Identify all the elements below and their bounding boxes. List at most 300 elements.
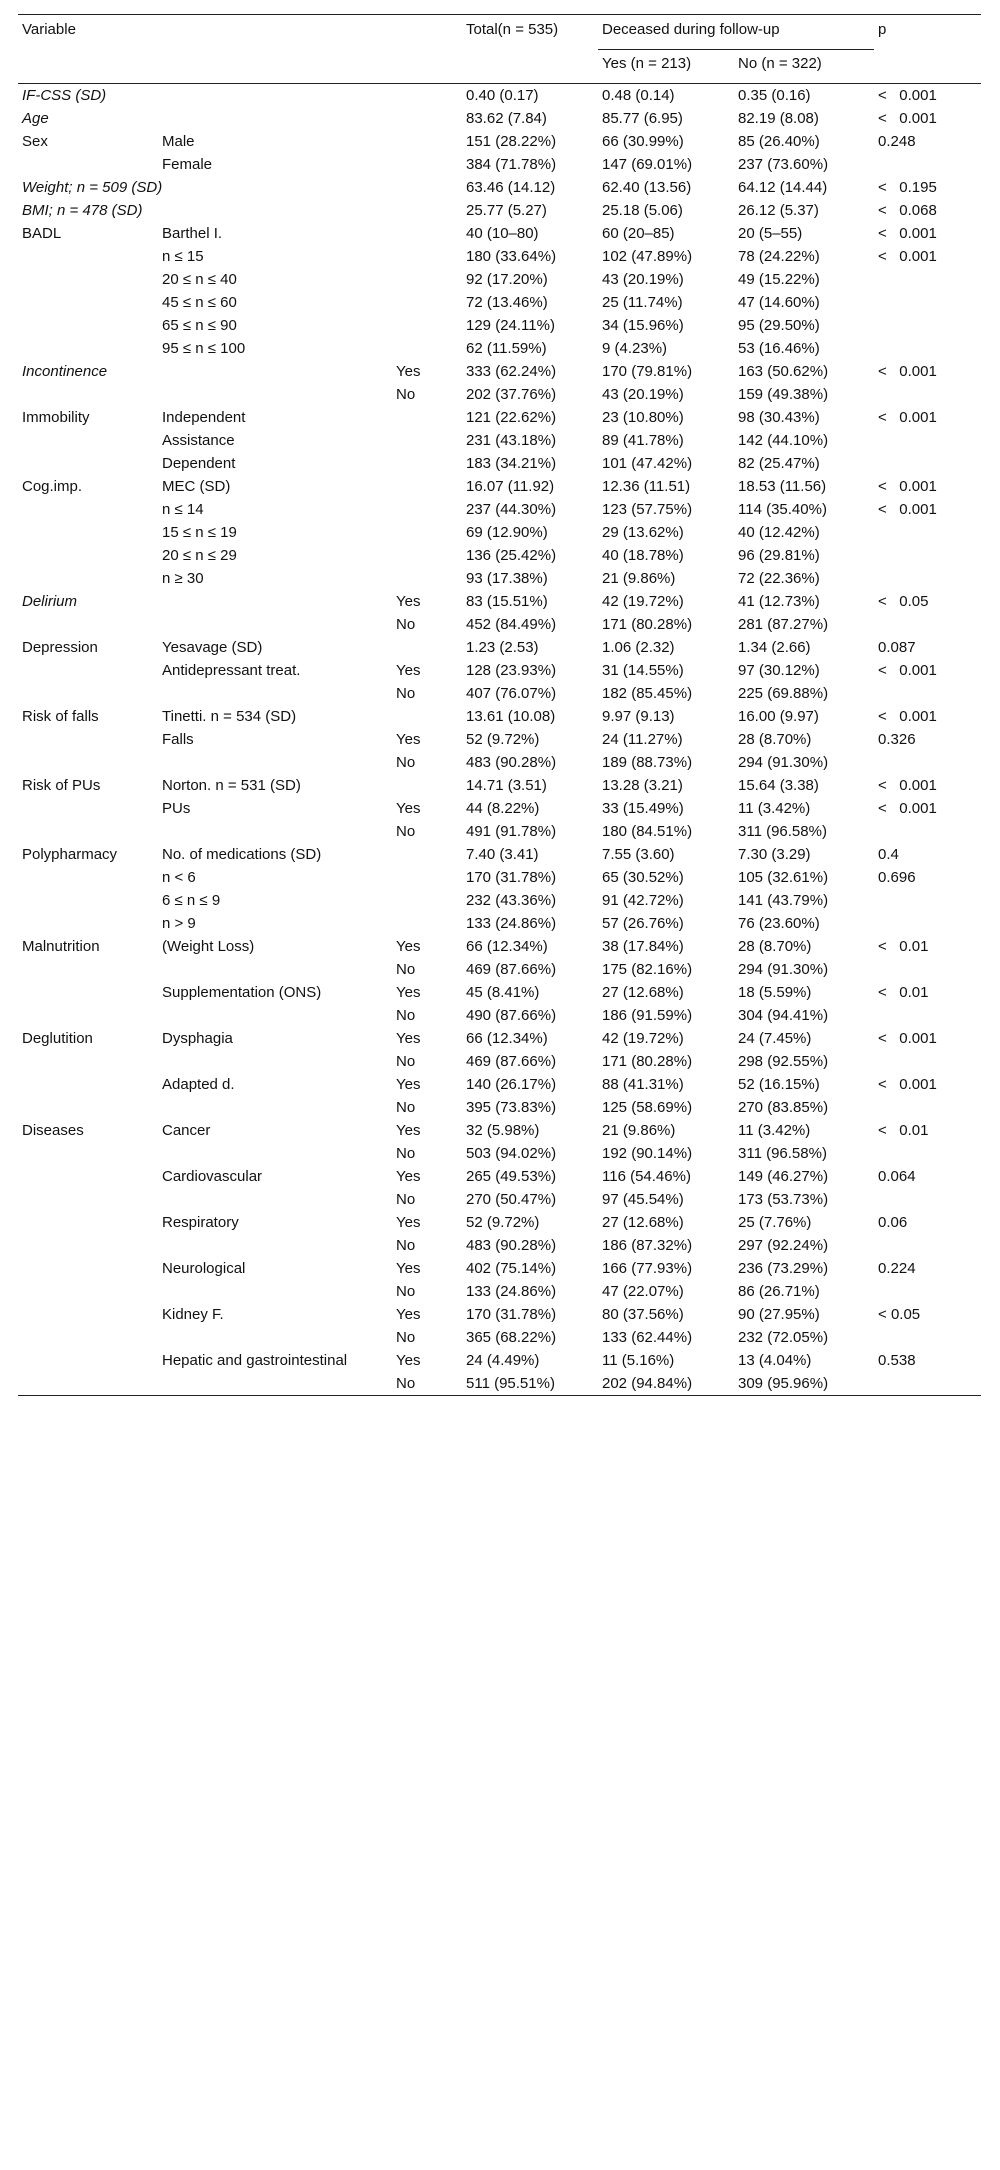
cell-level — [392, 705, 462, 728]
cell-variable — [18, 1211, 158, 1234]
cell-level — [392, 268, 462, 291]
cell-level — [392, 498, 462, 521]
cell-subvariable — [158, 360, 392, 383]
cell-p-value — [874, 429, 981, 452]
cell-total: 452 (84.49%) — [466, 616, 557, 633]
cell-deceased-no: 236 (73.29%) — [738, 1260, 829, 1277]
cell-deceased-no: 270 (83.85%) — [738, 1099, 829, 1116]
table-row — [18, 1280, 981, 1303]
cell-variable: Polypharmacy — [22, 846, 118, 863]
cell-deceased-no: 97 (30.12%) — [738, 662, 820, 679]
cell-subvariable — [158, 1372, 392, 1395]
cell-deceased-yes: 89 (41.78%) — [602, 432, 684, 449]
table-header — [18, 15, 981, 84]
cell-deceased-no: 142 (44.10%) — [738, 432, 829, 449]
cell-subvariable: 65 ≤ n ≤ 90 — [162, 317, 237, 334]
cell-deceased-no: 163 (50.62%) — [738, 363, 829, 380]
cell-p-value — [874, 544, 981, 567]
cell-deceased-no: 105 (32.61%) — [738, 869, 829, 886]
cell-level: Yes — [396, 1030, 421, 1047]
cell-total: 469 (87.66%) — [466, 961, 557, 978]
table-row — [18, 866, 981, 889]
cell-deceased-yes: 186 (91.59%) — [602, 1007, 693, 1024]
cell-deceased-no: 309 (95.96%) — [738, 1375, 829, 1392]
cell-subvariable — [158, 958, 392, 981]
cell-subvariable: 15 ≤ n ≤ 19 — [162, 524, 237, 541]
cell-total: 402 (75.14%) — [466, 1260, 557, 1277]
cell-variable — [18, 1372, 158, 1395]
cell-total: 483 (90.28%) — [466, 1237, 557, 1254]
cell-deceased-yes: 175 (82.16%) — [602, 961, 693, 978]
cell-p-value: < 0.05 — [878, 593, 929, 610]
cell-level — [392, 912, 462, 935]
cell-level — [392, 567, 462, 590]
cell-variable: BADL — [22, 225, 62, 242]
cell-p-value — [874, 613, 981, 636]
cell-level: Yes — [396, 1122, 421, 1139]
cell-level — [392, 475, 462, 498]
cell-p-value: < 0.001 — [878, 87, 937, 104]
cell-deceased-yes: 80 (37.56%) — [602, 1306, 684, 1323]
cell-deceased-no: 294 (91.30%) — [738, 961, 829, 978]
cell-total: 45 (8.41%) — [466, 984, 540, 1001]
cell-total: 69 (12.90%) — [466, 524, 548, 541]
cell-deceased-yes: 43 (20.19%) — [602, 271, 684, 288]
cell-subvariable: n < 6 — [162, 869, 196, 886]
cell-deceased-no: 52 (16.15%) — [738, 1076, 820, 1093]
cell-level — [392, 843, 462, 866]
cell-p-value: 0.326 — [878, 731, 916, 748]
cell-variable — [18, 1165, 158, 1188]
cell-deceased-no: 98 (30.43%) — [738, 409, 820, 426]
cell-total: 128 (23.93%) — [466, 662, 557, 679]
cell-total: 231 (43.18%) — [466, 432, 557, 449]
cell-variable — [18, 153, 158, 176]
cell-level — [392, 337, 462, 360]
cell-p-value: < 0.195 — [878, 179, 937, 196]
table-row — [18, 360, 981, 383]
cell-deceased-yes: 189 (88.73%) — [602, 754, 693, 771]
cell-variable: Age — [22, 110, 49, 127]
cell-subvariable: Cardiovascular — [162, 1168, 263, 1185]
table-row — [18, 659, 981, 682]
cell-subvariable: Tinetti. n = 534 (SD) — [162, 708, 297, 725]
cell-deceased-no: 25 (7.76%) — [738, 1214, 812, 1231]
cell-p-value: < 0.001 — [878, 248, 937, 265]
cell-total: 265 (49.53%) — [466, 1168, 557, 1185]
cell-variable — [18, 245, 158, 268]
cell-total: 121 (22.62%) — [466, 409, 557, 426]
cell-deceased-no: 41 (12.73%) — [738, 593, 820, 610]
header-variable: Variable — [22, 21, 76, 38]
cell-total: 140 (26.17%) — [466, 1076, 557, 1093]
table-row — [18, 199, 981, 222]
cell-subvariable: 20 ≤ n ≤ 29 — [162, 547, 237, 564]
table-row — [18, 774, 981, 797]
cell-deceased-no: 20 (5–55) — [738, 225, 803, 242]
cell-deceased-no: 294 (91.30%) — [738, 754, 829, 771]
cell-subvariable: Adapted d. — [162, 1076, 235, 1093]
table-row — [18, 222, 981, 245]
table-row — [18, 314, 981, 337]
cell-deceased-no: 159 (49.38%) — [738, 386, 829, 403]
cell-deceased-yes: 13.28 (3.21) — [602, 777, 683, 794]
cell-total: 66 (12.34%) — [466, 938, 548, 955]
cell-p-value — [874, 1096, 981, 1119]
cell-total: 133 (24.86%) — [466, 1283, 557, 1300]
cell-deceased-no: 18 (5.59%) — [738, 984, 812, 1001]
cell-subvariable: Respiratory — [162, 1214, 239, 1231]
cell-p-value — [874, 314, 981, 337]
cell-level: No — [396, 1375, 416, 1392]
cell-level: Yes — [396, 800, 421, 817]
cell-p-value — [874, 682, 981, 705]
table-row — [18, 1142, 981, 1165]
cell-p-value: < 0.001 — [878, 409, 937, 426]
cell-deceased-no: 53 (16.46%) — [738, 340, 820, 357]
cell-p-value: < 0.001 — [878, 363, 937, 380]
cell-deceased-yes: 147 (69.01%) — [602, 156, 693, 173]
cell-subvariable — [158, 820, 392, 843]
cell-p-value: 0.064 — [878, 1168, 916, 1185]
cell-level — [392, 866, 462, 889]
table-row — [18, 1188, 981, 1211]
cell-level: Yes — [396, 593, 421, 610]
cell-total: 133 (24.86%) — [466, 915, 557, 932]
cell-subvariable: Independent — [162, 409, 246, 426]
cell-deceased-no: 95 (29.50%) — [738, 317, 820, 334]
cell-variable: Risk of PUs — [22, 777, 101, 794]
table-row — [18, 1257, 981, 1280]
cell-total: 270 (50.47%) — [466, 1191, 557, 1208]
cell-subvariable: Norton. n = 531 (SD) — [162, 777, 301, 794]
cell-variable — [18, 1234, 158, 1257]
cell-total: 63.46 (14.12) — [466, 179, 556, 196]
cell-p-value: 0.087 — [878, 639, 916, 656]
cell-level: Yes — [396, 1352, 421, 1369]
cell-level — [392, 889, 462, 912]
cell-total: 13.61 (10.08) — [466, 708, 556, 725]
cell-deceased-yes: 40 (18.78%) — [602, 547, 684, 564]
cell-variable — [18, 889, 158, 912]
cell-total: 407 (76.07%) — [466, 685, 557, 702]
cell-p-value: < 0.001 — [878, 777, 937, 794]
table-row — [18, 107, 981, 130]
cell-variable: Cog.imp. — [22, 478, 83, 495]
results-table — [18, 14, 981, 1396]
cell-variable — [18, 314, 158, 337]
cell-subvariable: 20 ≤ n ≤ 40 — [162, 271, 237, 288]
cell-deceased-no: 78 (24.22%) — [738, 248, 820, 265]
cell-p-value: 0.06 — [878, 1214, 908, 1231]
cell-level: No — [396, 1007, 416, 1024]
cell-deceased-no: 149 (46.27%) — [738, 1168, 829, 1185]
cell-total: 32 (5.98%) — [466, 1122, 540, 1139]
cell-deceased-no: 47 (14.60%) — [738, 294, 820, 311]
cell-variable — [18, 1004, 158, 1027]
cell-p-value — [874, 1372, 981, 1395]
cell-p-value: 0.696 — [878, 869, 916, 886]
cell-variable — [18, 268, 158, 291]
cell-subvariable — [158, 1096, 392, 1119]
cell-p-value: < 0.01 — [878, 984, 929, 1001]
cell-subvariable — [158, 383, 392, 406]
cell-p-value — [874, 1142, 981, 1165]
table-row — [18, 820, 981, 843]
cell-total: 365 (68.22%) — [466, 1329, 557, 1346]
cell-variable — [18, 613, 158, 636]
cell-variable — [18, 1050, 158, 1073]
cell-deceased-yes: 192 (90.14%) — [602, 1145, 693, 1162]
cell-variable — [18, 1188, 158, 1211]
cell-level: Yes — [396, 1168, 421, 1185]
cell-deceased-no: 1.34 (2.66) — [738, 639, 811, 656]
cell-variable — [18, 958, 158, 981]
cell-p-value — [874, 452, 981, 475]
cell-total: 237 (44.30%) — [466, 501, 557, 518]
cell-p-value: < 0.001 — [878, 708, 937, 725]
cell-deceased-yes: 182 (85.45%) — [602, 685, 693, 702]
cell-deceased-no: 96 (29.81%) — [738, 547, 820, 564]
cell-level — [392, 452, 462, 475]
cell-subvariable — [158, 1050, 392, 1073]
cell-deceased-no: 297 (92.24%) — [738, 1237, 829, 1254]
cell-level: Yes — [396, 731, 421, 748]
cell-level: No — [396, 1145, 416, 1162]
table-row — [18, 84, 981, 108]
cell-subvariable: Male — [162, 133, 195, 150]
cell-p-value: < 0.001 — [878, 110, 937, 127]
cell-p-value — [874, 1050, 981, 1073]
cell-subvariable: No. of medications (SD) — [162, 846, 322, 863]
cell-subvariable: Female — [162, 156, 213, 173]
cell-variable — [18, 1326, 158, 1349]
table-row — [18, 291, 981, 314]
cell-deceased-no: 40 (12.42%) — [738, 524, 820, 541]
cell-variable: Incontinence — [22, 363, 108, 380]
table-row — [18, 1165, 981, 1188]
cell-level — [392, 84, 462, 108]
cell-subvariable — [158, 682, 392, 705]
cell-deceased-yes: 9.97 (9.13) — [602, 708, 675, 725]
cell-deceased-no: 26.12 (5.37) — [738, 202, 819, 219]
cell-total: 384 (71.78%) — [466, 156, 557, 173]
cell-deceased-no: 72 (22.36%) — [738, 570, 820, 587]
cell-deceased-yes: 12.36 (11.51) — [602, 478, 691, 495]
table-row — [18, 245, 981, 268]
cell-level: Yes — [396, 662, 421, 679]
cell-total: 25.77 (5.27) — [466, 202, 547, 219]
cell-variable — [18, 820, 158, 843]
cell-p-value: < 0.01 — [878, 1122, 929, 1139]
cell-total: 83 (15.51%) — [466, 593, 548, 610]
table-row — [18, 1234, 981, 1257]
cell-variable — [18, 1303, 158, 1326]
cell-deceased-no: 90 (27.95%) — [738, 1306, 820, 1323]
cell-variable — [18, 337, 158, 360]
header-yes: Yes (n = 213) — [598, 50, 734, 84]
table-row — [18, 1004, 981, 1027]
cell-deceased-yes: 91 (42.72%) — [602, 892, 684, 909]
cell-deceased-yes: 11 (5.16%) — [602, 1352, 675, 1369]
cell-subvariable: Kidney F. — [162, 1306, 224, 1323]
cell-variable — [18, 866, 158, 889]
table-row — [18, 1326, 981, 1349]
cell-deceased-yes: 34 (15.96%) — [602, 317, 684, 334]
cell-total: 83.62 (7.84) — [466, 110, 547, 127]
cell-subvariable: MEC (SD) — [162, 478, 231, 495]
table-row — [18, 912, 981, 935]
cell-level: No — [396, 823, 416, 840]
cell-deceased-yes: 65 (30.52%) — [602, 869, 684, 886]
cell-total: 44 (8.22%) — [466, 800, 540, 817]
cell-p-value — [874, 1004, 981, 1027]
cell-deceased-no: 64.12 (14.44) — [738, 179, 828, 196]
cell-total: 491 (91.78%) — [466, 823, 557, 840]
cell-total: 16.07 (11.92) — [466, 478, 555, 495]
cell-level: Yes — [396, 1214, 421, 1231]
cell-total: 129 (24.11%) — [466, 317, 555, 334]
cell-level: Yes — [396, 984, 421, 1001]
table — [18, 15, 981, 1395]
cell-p-value — [874, 291, 981, 314]
cell-deceased-yes: 29 (13.62%) — [602, 524, 684, 541]
cell-subvariable — [158, 107, 392, 130]
cell-subvariable: Supplementation (ONS) — [162, 984, 322, 1001]
cell-deceased-yes: 66 (30.99%) — [602, 133, 684, 150]
cell-variable: Risk of falls — [22, 708, 99, 725]
table-row — [18, 889, 981, 912]
cell-deceased-no: 13 (4.04%) — [738, 1352, 812, 1369]
cell-level — [392, 222, 462, 245]
cell-total: 52 (9.72%) — [466, 1214, 540, 1231]
cell-deceased-yes: 1.06 (2.32) — [602, 639, 675, 656]
cell-subvariable — [158, 1234, 392, 1257]
cell-p-value: < 0.001 — [878, 225, 937, 242]
cell-deceased-yes: 202 (94.84%) — [602, 1375, 693, 1392]
cell-total: 136 (25.42%) — [466, 547, 557, 564]
cell-deceased-no: 15.64 (3.38) — [738, 777, 819, 794]
cell-variable — [18, 1096, 158, 1119]
cell-subvariable: Barthel I. — [162, 225, 223, 242]
cell-p-value: < 0.001 — [878, 478, 937, 495]
cell-level: Yes — [396, 1306, 421, 1323]
cell-deceased-yes: 123 (57.75%) — [602, 501, 693, 518]
table-row — [18, 935, 981, 958]
cell-subvariable — [158, 1280, 392, 1303]
cell-variable — [18, 1349, 158, 1372]
cell-total: 62 (11.59%) — [466, 340, 547, 357]
table-row — [18, 636, 981, 659]
cell-variable — [18, 1280, 158, 1303]
cell-deceased-yes: 9 (4.23%) — [602, 340, 668, 357]
cell-p-value: < 0.001 — [878, 662, 937, 679]
header-deceased: Deceased during follow-up — [598, 15, 874, 50]
table-row — [18, 1050, 981, 1073]
cell-variable: Deglutition — [22, 1030, 93, 1047]
cell-subvariable — [158, 1142, 392, 1165]
cell-p-value — [874, 751, 981, 774]
cell-level — [392, 314, 462, 337]
cell-deceased-yes: 180 (84.51%) — [602, 823, 693, 840]
cell-subvariable: Assistance — [162, 432, 235, 449]
cell-deceased-yes: 97 (45.54%) — [602, 1191, 684, 1208]
cell-subvariable: n ≤ 14 — [162, 501, 204, 518]
cell-deceased-yes: 21 (9.86%) — [602, 570, 676, 587]
cell-level: No — [396, 1237, 416, 1254]
cell-level: No — [396, 1099, 416, 1116]
cell-p-value — [874, 153, 981, 176]
table-row — [18, 1096, 981, 1119]
cell-deceased-yes: 27 (12.68%) — [602, 984, 684, 1001]
cell-subvariable: Antidepressant treat. — [162, 662, 301, 679]
cell-variable — [18, 1142, 158, 1165]
cell-variable — [18, 429, 158, 452]
cell-deceased-yes: 116 (54.46%) — [602, 1168, 691, 1185]
cell-deceased-yes: 166 (77.93%) — [602, 1260, 693, 1277]
cell-subvariable: 95 ≤ n ≤ 100 — [162, 340, 246, 357]
cell-deceased-yes: 7.55 (3.60) — [602, 846, 675, 863]
cell-subvariable: Cancer — [162, 1122, 211, 1139]
table-row — [18, 1211, 981, 1234]
cell-level — [392, 544, 462, 567]
cell-subvariable: (Weight Loss) — [162, 938, 255, 955]
cell-total: 395 (73.83%) — [466, 1099, 557, 1116]
cell-variable — [18, 912, 158, 935]
cell-total: 72 (13.46%) — [466, 294, 548, 311]
cell-subvariable — [158, 751, 392, 774]
cell-p-value: < 0.001 — [878, 800, 937, 817]
table-row — [18, 1073, 981, 1096]
cell-deceased-no: 141 (43.79%) — [738, 892, 829, 909]
cell-subvariable: Dysphagia — [162, 1030, 233, 1047]
cell-variable: Sex — [22, 133, 48, 150]
cell-total: 93 (17.38%) — [466, 570, 548, 587]
cell-level: No — [396, 754, 416, 771]
cell-subvariable: Neurological — [162, 1260, 246, 1277]
cell-subvariable: Yesavage (SD) — [162, 639, 263, 656]
cell-total: 66 (12.34%) — [466, 1030, 548, 1047]
table-body — [18, 84, 981, 1396]
cell-p-value: 0.4 — [878, 846, 899, 863]
cell-p-value: 0.248 — [878, 133, 916, 150]
cell-variable — [18, 1257, 158, 1280]
cell-subvariable: n > 9 — [162, 915, 196, 932]
cell-subvariable — [158, 1326, 392, 1349]
cell-subvariable: 45 ≤ n ≤ 60 — [162, 294, 237, 311]
cell-deceased-yes: 57 (26.76%) — [602, 915, 684, 932]
table-row — [18, 981, 981, 1004]
cell-level: Yes — [396, 1260, 421, 1277]
cell-deceased-no: 232 (72.05%) — [738, 1329, 829, 1346]
table-row — [18, 1372, 981, 1395]
cell-p-value: < 0.05 — [878, 1306, 921, 1323]
cell-deceased-yes: 27 (12.68%) — [602, 1214, 684, 1231]
cell-subvariable — [158, 613, 392, 636]
cell-level: No — [396, 386, 416, 403]
cell-deceased-yes: 88 (41.31%) — [602, 1076, 684, 1093]
table-row — [18, 590, 981, 613]
cell-variable: Depression — [22, 639, 98, 656]
cell-variable: Diseases — [22, 1122, 84, 1139]
cell-deceased-yes: 42 (19.72%) — [602, 1030, 684, 1047]
cell-variable — [18, 797, 158, 820]
cell-variable — [18, 1073, 158, 1096]
cell-deceased-yes: 60 (20–85) — [602, 225, 675, 242]
cell-p-value — [874, 268, 981, 291]
cell-p-value — [874, 820, 981, 843]
table-row — [18, 1027, 981, 1050]
